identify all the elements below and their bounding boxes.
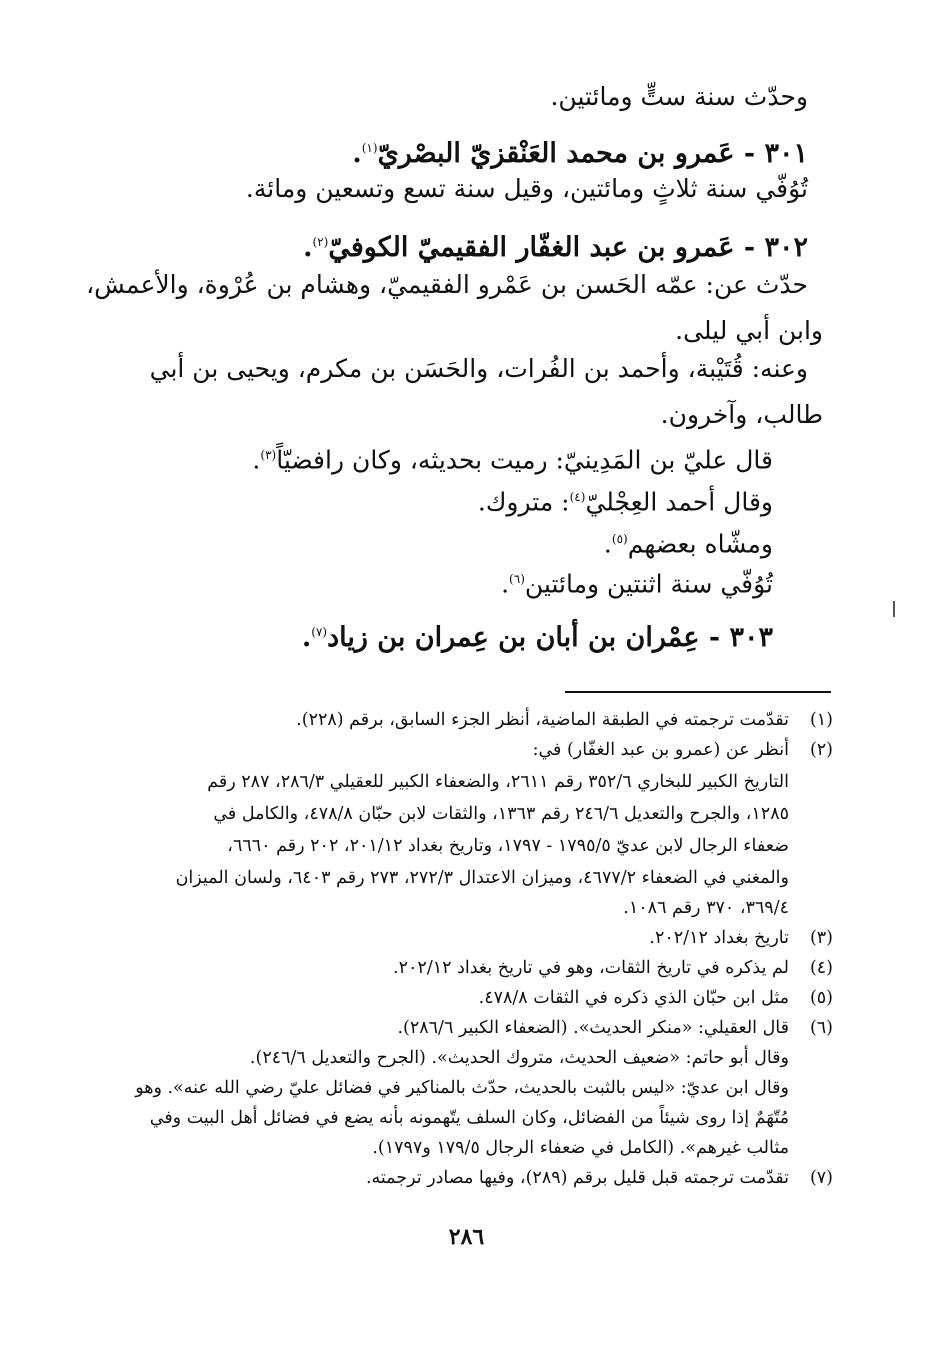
entry-heading-301: ٣٠١ - عَمرو بن محمد العَنْقزيّ البصْريّ$^{(١)}$.: [352, 138, 808, 169]
footnote-ref: (١): [361, 141, 378, 155]
text-line: حدّث عن: عمّه الحَسن بن عَمْرو الفقيميّ، وهشام بن عُرْوة، والأعمش،: [86, 270, 808, 299]
footnote-text: مُتّهَمٌ إذا روى شيئاً من الفضائل، وكان السلف يتّهمونه بأنه يضع في فضائل أهل البيت وفي: [149, 1108, 789, 1128]
page-number: ٢٨٦: [448, 1224, 485, 1250]
footnote-text: ١٢٨٥، والجرح والتعديل ٢٤٦/٦ رقم ١٣٦٣، والثقات لابن حبّان ٤٧٨/٨، والكامل في: [213, 804, 789, 824]
footnote-ref: (٣): [260, 448, 277, 462]
footnote-number: (١): [809, 710, 833, 730]
footnote-number: (٥): [809, 988, 833, 1008]
footnote-ref: (٦): [509, 572, 525, 586]
entry-heading-303: ٣٠٣ - عِمْران بن أبان بن عِمران بن زياد$^{(٧)}$.: [301, 622, 773, 653]
footnote-text: قال العقيلي: «منكر الحديث». (الضعفاء الكبير ٢٨٦/٦).: [397, 1018, 789, 1038]
text-line: قال عليّ بن المَدِينيّ: رميت بحديثه، وكان رافضيّاً$^{(٣)}$.: [252, 445, 773, 475]
footnote-text: تقدّمت ترجمته قبل قليل برقم (٢٨٩)، وفيها مصادر ترجمته.: [365, 1168, 789, 1188]
text-line: وعنه: قُتَيْبة، وأحمد بن الفُرات، والحَسَن بن مكرم، ويحيى بن أبي: [149, 354, 808, 383]
footnote-number: (٣): [809, 928, 833, 948]
footnote-ref: (٧): [311, 625, 328, 639]
margin-mark: [893, 601, 895, 617]
text-line: ومشّاه بعضهم$^{(٥)}$.: [603, 529, 773, 559]
footnote-6: [0, 1016, 933, 1176]
text-line: تُوُفّي سنة ثلاثٍ ومائتين، وقيل سنة تسع وتسعين ومائة.: [245, 174, 808, 203]
text-line: وقال أحمد العِجْليّ$^{(٤)}$: متروك.: [477, 487, 773, 517]
footnote-text: تاريخ بغداد ٢٠٢/١٢.: [649, 928, 789, 948]
footnote-text: التاريخ الكبير للبخاري ٣٥٢/٦ رقم ٢٦١١، والضعفاء الكبير للعقيلي ٢٨٦/٣، ٢٨٧ رقم: [207, 772, 789, 792]
entry-heading-302: ٣٠٢ - عَمرو بن عبد الغفّار الفقيميّ الكوفيّ$^{(٢)}$.: [303, 232, 808, 263]
footnote-separator: [565, 691, 831, 693]
footnote-text: والمغني في الضعفاء ٤٦٧٧/٢، وميزان الاعتدال ٢٧٢/٣، ٢٧٣ رقم ٦٤٠٣، ولسان الميزان: [175, 868, 789, 888]
footnote-ref: (٥): [611, 532, 628, 546]
footnote-text: مثل ابن حبّان الذي ذكره في الثقات ٤٧٨/٨.: [478, 988, 789, 1008]
footnote-number: (٤): [809, 958, 833, 978]
text-line: طالب، وآخرون.: [660, 400, 823, 429]
footnote-text: مثالب غيرهم». (الكامل في ضعفاء الرجال ١٧٩/٥ و١٧٩٧).: [372, 1138, 789, 1158]
footnote-text: تقدّمت ترجمته في الطبقة الماضية، أنظر الجزء السابق، برقم (٢٢٨).: [296, 710, 789, 730]
footnote-text: وقال ابن عديّ: «ليس بالثبت بالحديث، حدّث بالمناكير في فضائل عليّ رضي الله عنه». وهو: [135, 1078, 789, 1098]
footnote-text: ضعفاء الرجال لابن عديّ ١٧٩٥/٥ - ١٧٩٧، وتاريخ بغداد ٢٠١/١٢، ٢٠٢ رقم ٦٦٦٠،: [227, 836, 789, 856]
text-line: وحدّث سنة ستٍّ ومائتين.: [550, 82, 808, 111]
footnote-2: [0, 738, 933, 928]
footnote-text: لم يذكره في تاريخ الثقات، وهو في تاريخ بغداد ٢٠٢/١٢.: [393, 958, 789, 978]
footnote-text: وقال أبو حاتم: «ضعيف الحديث، متروك الحديث». (الجرح والتعديل ٢٤٦/٦).: [249, 1048, 789, 1068]
footnote-number: (٧): [809, 1168, 833, 1188]
footnote-text: أنظر عن (عمرو بن عبد الغفّار) في:: [532, 740, 789, 760]
text-line: تُوُفّي سنة اثنتين ومائتين$^{(٦)}$.: [501, 569, 773, 599]
footnote-ref: (٢): [312, 235, 329, 249]
footnote-ref: (٤): [569, 490, 586, 504]
footnote-number: (٦): [809, 1018, 833, 1038]
footnote-number: (٢): [809, 740, 833, 760]
footnote-text: ٣٦٩/٤، ٣٧٠ رقم ١٠٨٦.: [623, 898, 789, 918]
text-line: وابن أبي ليلى.: [675, 316, 823, 345]
